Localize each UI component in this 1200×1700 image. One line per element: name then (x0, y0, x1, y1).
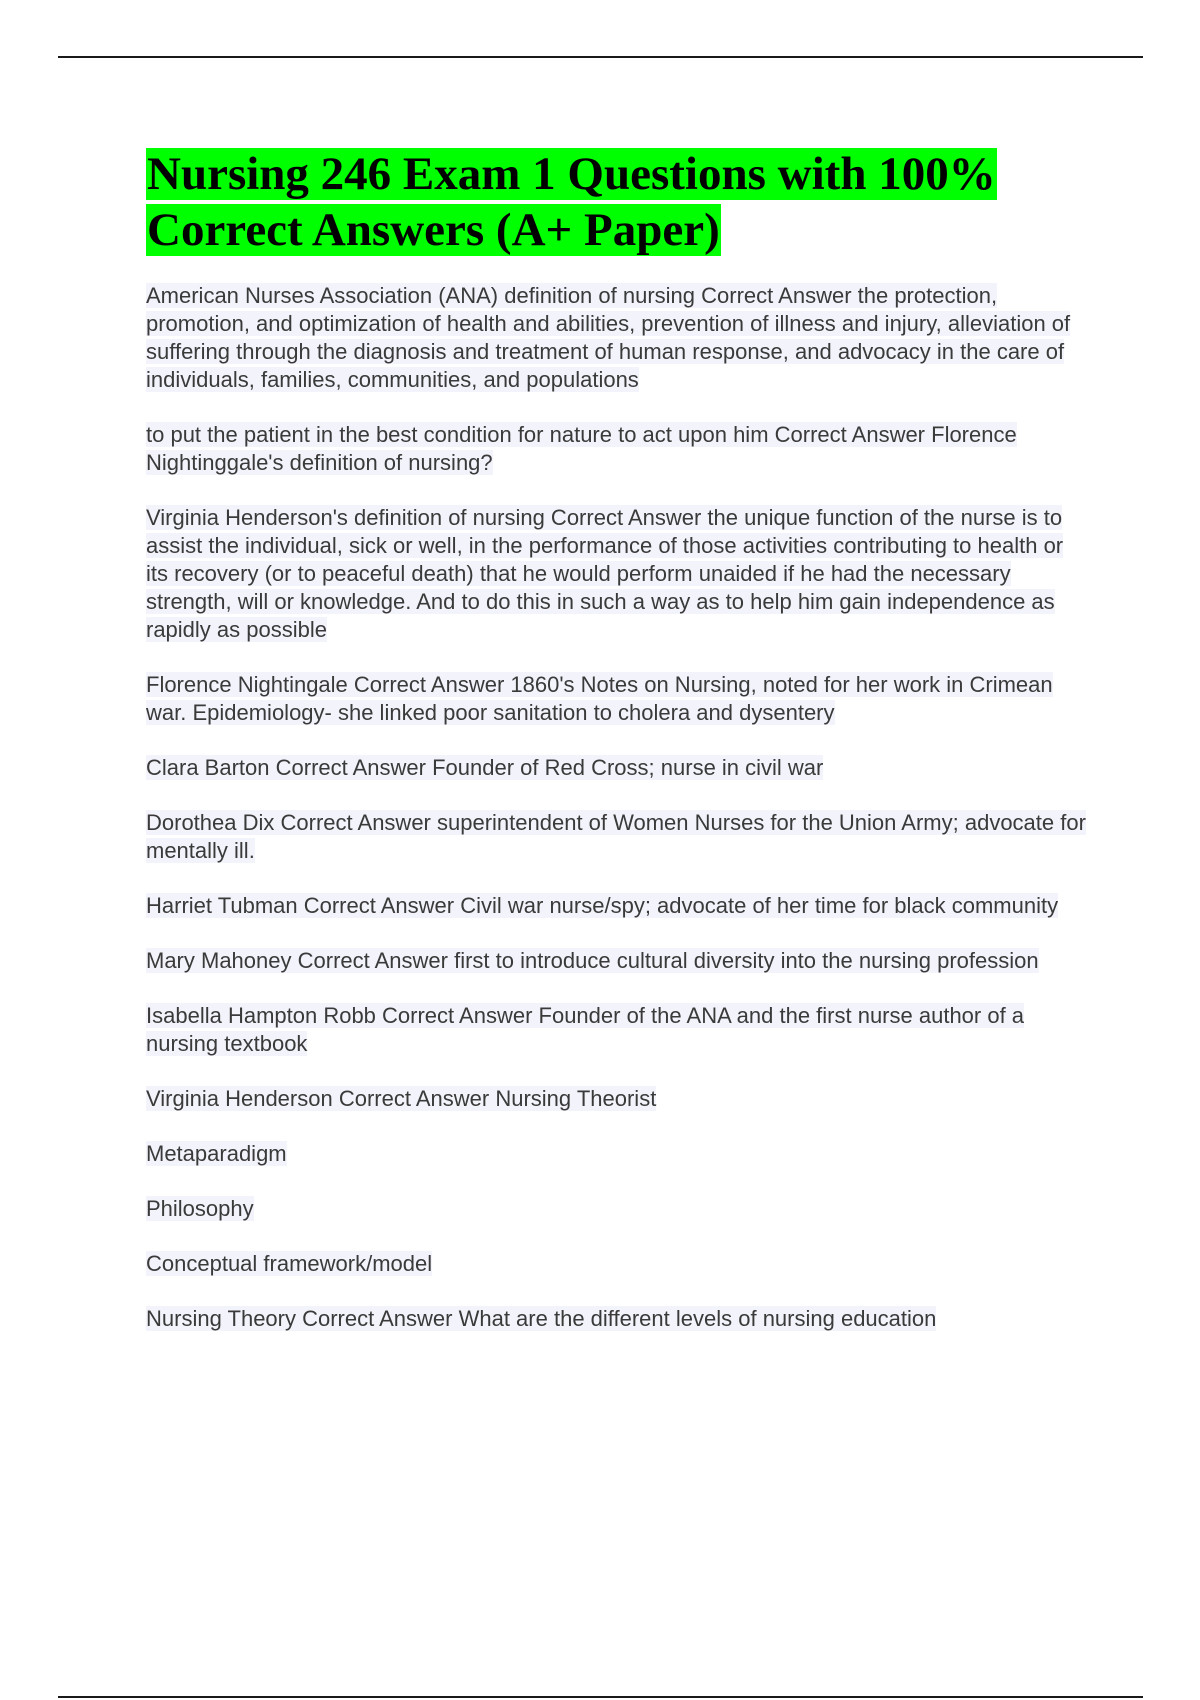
qa-entry-mary-mahoney: Mary Mahoney Correct Answer first to introduce cultural diversity into the nursing profession (146, 948, 1039, 973)
document-body (146, 146, 1086, 1360)
qa-entry-henderson-definition: Virginia Henderson's definition of nursing Correct Answer the unique function of the nurse is to assist the individual, sick or well, in the performance of those activities contributing to health or its recovery (or to peaceful death) that he would perform unaided if he had the necessary strength, will or knowledge. And to do this in such a way as to help him gain independence as rapidly as possible (146, 505, 1064, 642)
qa-entry-harriet-tubman: Harriet Tubman Correct Answer Civil war nurse/spy; advocate of her time for black community (146, 893, 1059, 918)
qa-entry-conceptual-framework: Conceptual framework/model (146, 1251, 433, 1276)
top-rule (58, 56, 1143, 58)
document-title (146, 146, 1086, 258)
title-highlight: Nursing 246 Exam 1 Questions with 100% Correct Answers (A+ Paper) (147, 148, 996, 256)
qa-entry-clara-barton: Clara Barton Correct Answer Founder of Red Cross; nurse in civil war (146, 755, 824, 780)
qa-list (146, 282, 1086, 1333)
qa-entry-nightingale-definition: to put the patient in the best condition for nature to act upon him Correct Answer Florence Nightinggale's definition of nursing? (146, 422, 1017, 475)
qa-entry-nursing-theory: Nursing Theory Correct Answer What are the different levels of nursing education (146, 1306, 937, 1331)
qa-entry-philosophy: Philosophy (146, 1196, 254, 1221)
qa-entry-isabella-robb: Isabella Hampton Robb Correct Answer Founder of the ANA and the first nurse author of a nursing textbook (146, 1003, 1025, 1056)
qa-entry-virginia-henderson: Virginia Henderson Correct Answer Nursing Theorist (146, 1086, 657, 1111)
qa-entry-dorothea-dix: Dorothea Dix Correct Answer superintendent of Women Nurses for the Union Army; advocate for mentally ill. (146, 810, 1086, 863)
bottom-rule (58, 1696, 1143, 1698)
qa-entry-ana-definition: American Nurses Association (ANA) definition of nursing Correct Answer the protection, promotion, and optimization of health and abilities, prevention of illness and injury, alleviation of suffering through the diagnosis and treatment of human response, and advocacy in the care of individuals, families, communities, and populations (146, 283, 1071, 392)
qa-entry-metaparadigm: Metaparadigm (146, 1141, 287, 1166)
qa-entry-florence-nightingale: Florence Nightingale Correct Answer 1860's Notes on Nursing, noted for her work in Crimean war. Epidemiology- she linked poor sanitation to cholera and dysentery (146, 672, 1053, 725)
